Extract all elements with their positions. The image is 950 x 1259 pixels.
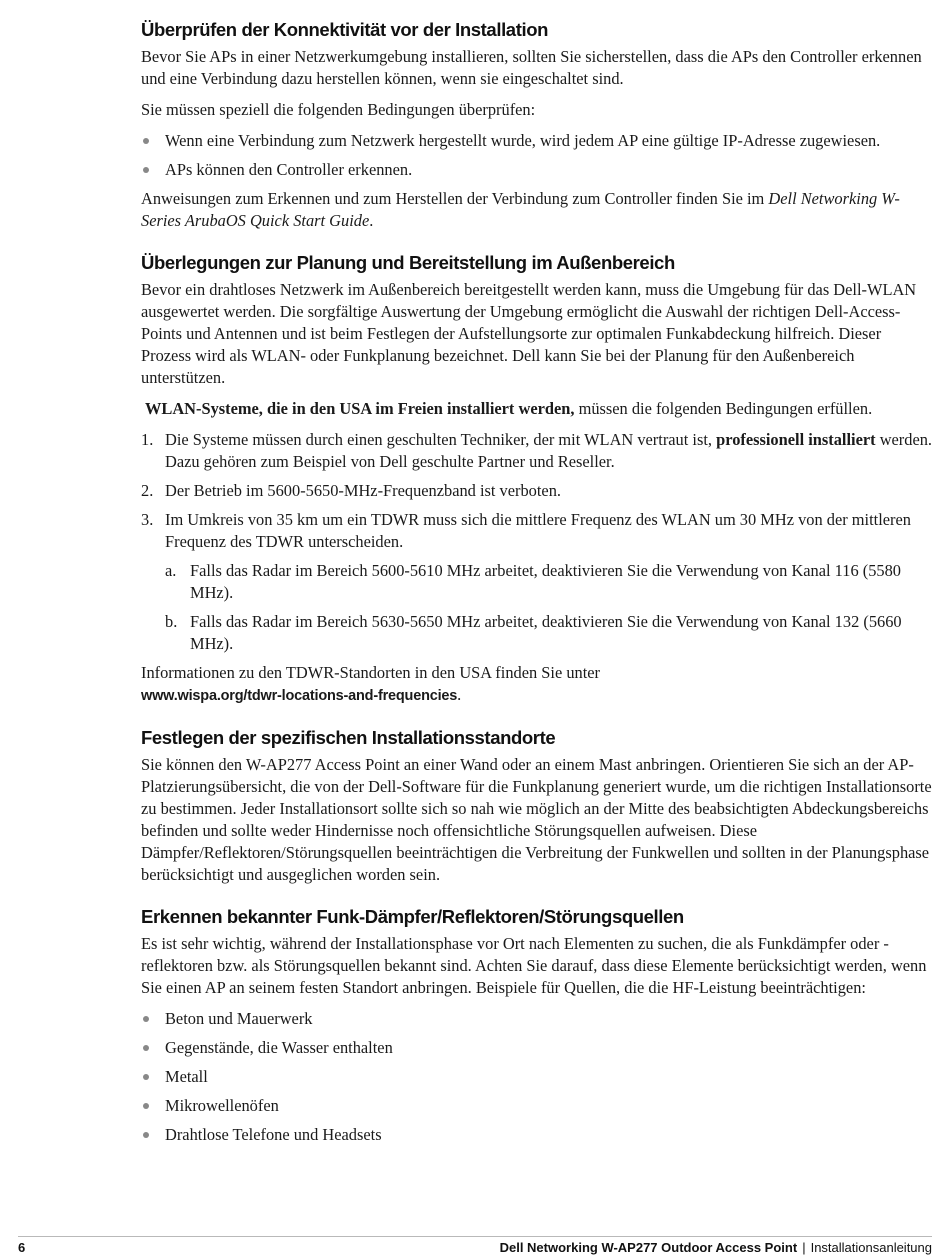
- document-title: Dell Networking W-AP277 Outdoor Access Point: [499, 1240, 798, 1255]
- list-item: [141, 1124, 933, 1146]
- bullet-icon: [143, 1016, 149, 1022]
- list-marker: 3.: [141, 510, 154, 529]
- text: .: [457, 685, 462, 704]
- text: Informationen zu den TDWR-Standorten in den USA finden Sie unter: [141, 663, 600, 682]
- section-heading-installation-sites: Festlegen der spezifischen Installationsstandorte: [141, 727, 556, 748]
- list-item: [141, 1008, 933, 1030]
- tdwr-link[interactable]: www.wispa.org/tdwr-locations-and-frequencies: [141, 688, 458, 704]
- text: .: [369, 211, 374, 230]
- bullet-icon: [143, 1103, 149, 1109]
- page-footer: [18, 1236, 932, 1255]
- footer-separator: |: [802, 1240, 806, 1255]
- list-item: [141, 130, 933, 152]
- list-item: [141, 480, 933, 502]
- list-item: [141, 1066, 933, 1088]
- list-item-text: Metall: [165, 1067, 208, 1086]
- guide-title: Dell Networking W-Series ArubaOS Quick Start Guide: [141, 189, 900, 230]
- section-heading-outdoor-planning: Überlegungen zur Planung und Bereitstellung im Außenbereich: [141, 252, 675, 273]
- list-item-text: APs können den Controller erkennen.: [165, 160, 413, 179]
- paragraph: Sie müssen speziell die folgenden Bedingungen überprüfen:: [141, 100, 536, 119]
- list-item-text: Drahtlose Telefone und Headsets: [165, 1125, 382, 1144]
- paragraph: [141, 398, 933, 420]
- list-marker: b.: [165, 612, 178, 631]
- sub-list: [165, 560, 933, 655]
- page-content: [141, 18, 933, 1153]
- paragraph: [141, 662, 933, 707]
- bullet-list: [141, 130, 933, 181]
- text: werden. Dazu gehören zum Beispiel von Dell geschulte Partner und Reseller.: [165, 430, 933, 471]
- text: Die Systeme müssen durch einen geschulten Techniker, der mit WLAN vertraut ist,: [165, 430, 717, 449]
- text: Im Umkreis von 35 km um ein TDWR muss sich die mittlere Frequenz des WLAN um 30 MHz von der mittleren Frequenz des TDWR unterscheiden.: [165, 510, 911, 551]
- list-item: [141, 1095, 933, 1117]
- list-item-text: Mikrowellenöfen: [165, 1096, 279, 1115]
- list-item: [141, 159, 933, 181]
- paragraph: Es ist sehr wichtig, während der Installationsphase vor Ort nach Elementen zu suchen, die als Funkdämpfer oder -reflektoren bzw. als Störungsquellen bekannt sind. Achten Sie darauf, dass diese Elemente berücksichtigt werden, wenn Sie einen AP an seinem festen Standort anbringen. Beispiele für Quellen, die die HF-Leistung beeinträchtigen:: [141, 934, 927, 997]
- document-type: Installationsanleitung: [810, 1240, 932, 1255]
- bullet-icon: [143, 1074, 149, 1080]
- list-item-text: Gegenstände, die Wasser enthalten: [165, 1038, 393, 1057]
- list-marker: a.: [165, 561, 177, 580]
- list-item: [141, 509, 933, 655]
- paragraph: Bevor Sie APs in einer Netzwerkumgebung installieren, sollten Sie sicherstellen, dass die APs den Controller erkennen und eine Verbindung dazu herstellen können, wenn sie eingeschaltet sind.: [141, 47, 922, 88]
- numbered-list: [141, 429, 933, 655]
- sub-list-item: [165, 611, 933, 655]
- bullet-icon: [143, 1132, 149, 1138]
- section-heading-rf-interference: Erkennen bekannter Funk-Dämpfer/Reflektoren/Störungsquellen: [141, 906, 684, 927]
- list-item-text: Wenn eine Verbindung zum Netzwerk hergestellt wurde, wird jedem AP eine gültige IP-Adresse zugewiesen.: [165, 131, 881, 150]
- page-number: 6: [18, 1240, 26, 1255]
- sub-list-item: [165, 560, 933, 604]
- bullet-icon: [143, 138, 149, 144]
- list-item: [141, 1037, 933, 1059]
- text: Der Betrieb im 5600-5650-MHz-Frequenzband ist verboten.: [165, 481, 562, 500]
- text: Anweisungen zum Erkennen und zum Herstellen der Verbindung zum Controller finden Sie im: [141, 189, 769, 208]
- text: Falls das Radar im Bereich 5600-5610 MHz arbeitet, deaktivieren Sie die Verwendung von Kanal 116 (5580 MHz).: [190, 561, 901, 602]
- text: müssen die folgenden Bedingungen erfüllen.: [574, 399, 873, 418]
- list-marker: 2.: [141, 481, 154, 500]
- section-heading-connectivity: Überprüfen der Konnektivität vor der Installation: [141, 19, 548, 40]
- paragraph: Sie können den W-AP277 Access Point an einer Wand oder an einem Mast anbringen. Orientieren Sie sich an der AP-Platzierungsübersicht, die von der Dell-Software für die Funkplanung generiert wurde, um die richtigen Installationsorte zu bestimmen. Jeder Installationsort sollte sich so nah wie möglich an der Mitte des beabsichtigten Abdeckungsbereichs befinden und sollte weder Hindernisse noch offensichtliche Störungsquellen aufweisen. Diese Dämpfer/Reflektoren/Störungsquellen beeinträchtigen die Verbreitung der Funkwellen und sollten in der Planungsphase berücksichtigt und ausgeglichen worden sein.: [141, 755, 932, 884]
- paragraph: [141, 188, 933, 232]
- bullet-list: [141, 1008, 933, 1146]
- paragraph: Bevor ein drahtloses Netzwerk im Außenbereich bereitgestellt werden kann, muss die Umgebung für das Dell-WLAN ausgewertet werden. Die sorgfältige Auswertung der Umgebung ermöglicht die Auswahl der richtigen Dell-Access-Points und Antennen und ist beim Festlegen der Aufstellungsorte zur optimalen Funkabdeckung hilfreich. Dieser Prozess wird als WLAN- oder Funkplanung bezeichnet. Dell kann Sie bei der Planung für den Außenbereich unterstützen.: [141, 280, 917, 387]
- bullet-icon: [143, 167, 149, 173]
- bold-text: professionell installiert: [716, 430, 876, 449]
- bullet-icon: [143, 1045, 149, 1051]
- footer-title: [500, 1240, 932, 1256]
- text: Falls das Radar im Bereich 5630-5650 MHz arbeitet, deaktivieren Sie die Verwendung von Kanal 132 (5660 MHz).: [190, 612, 902, 653]
- list-item: [141, 429, 933, 473]
- list-marker: 1.: [141, 430, 154, 449]
- list-item-text: Beton und Mauerwerk: [165, 1009, 313, 1028]
- bold-text: WLAN-Systeme, die in den USA im Freien installiert werden,: [145, 399, 575, 418]
